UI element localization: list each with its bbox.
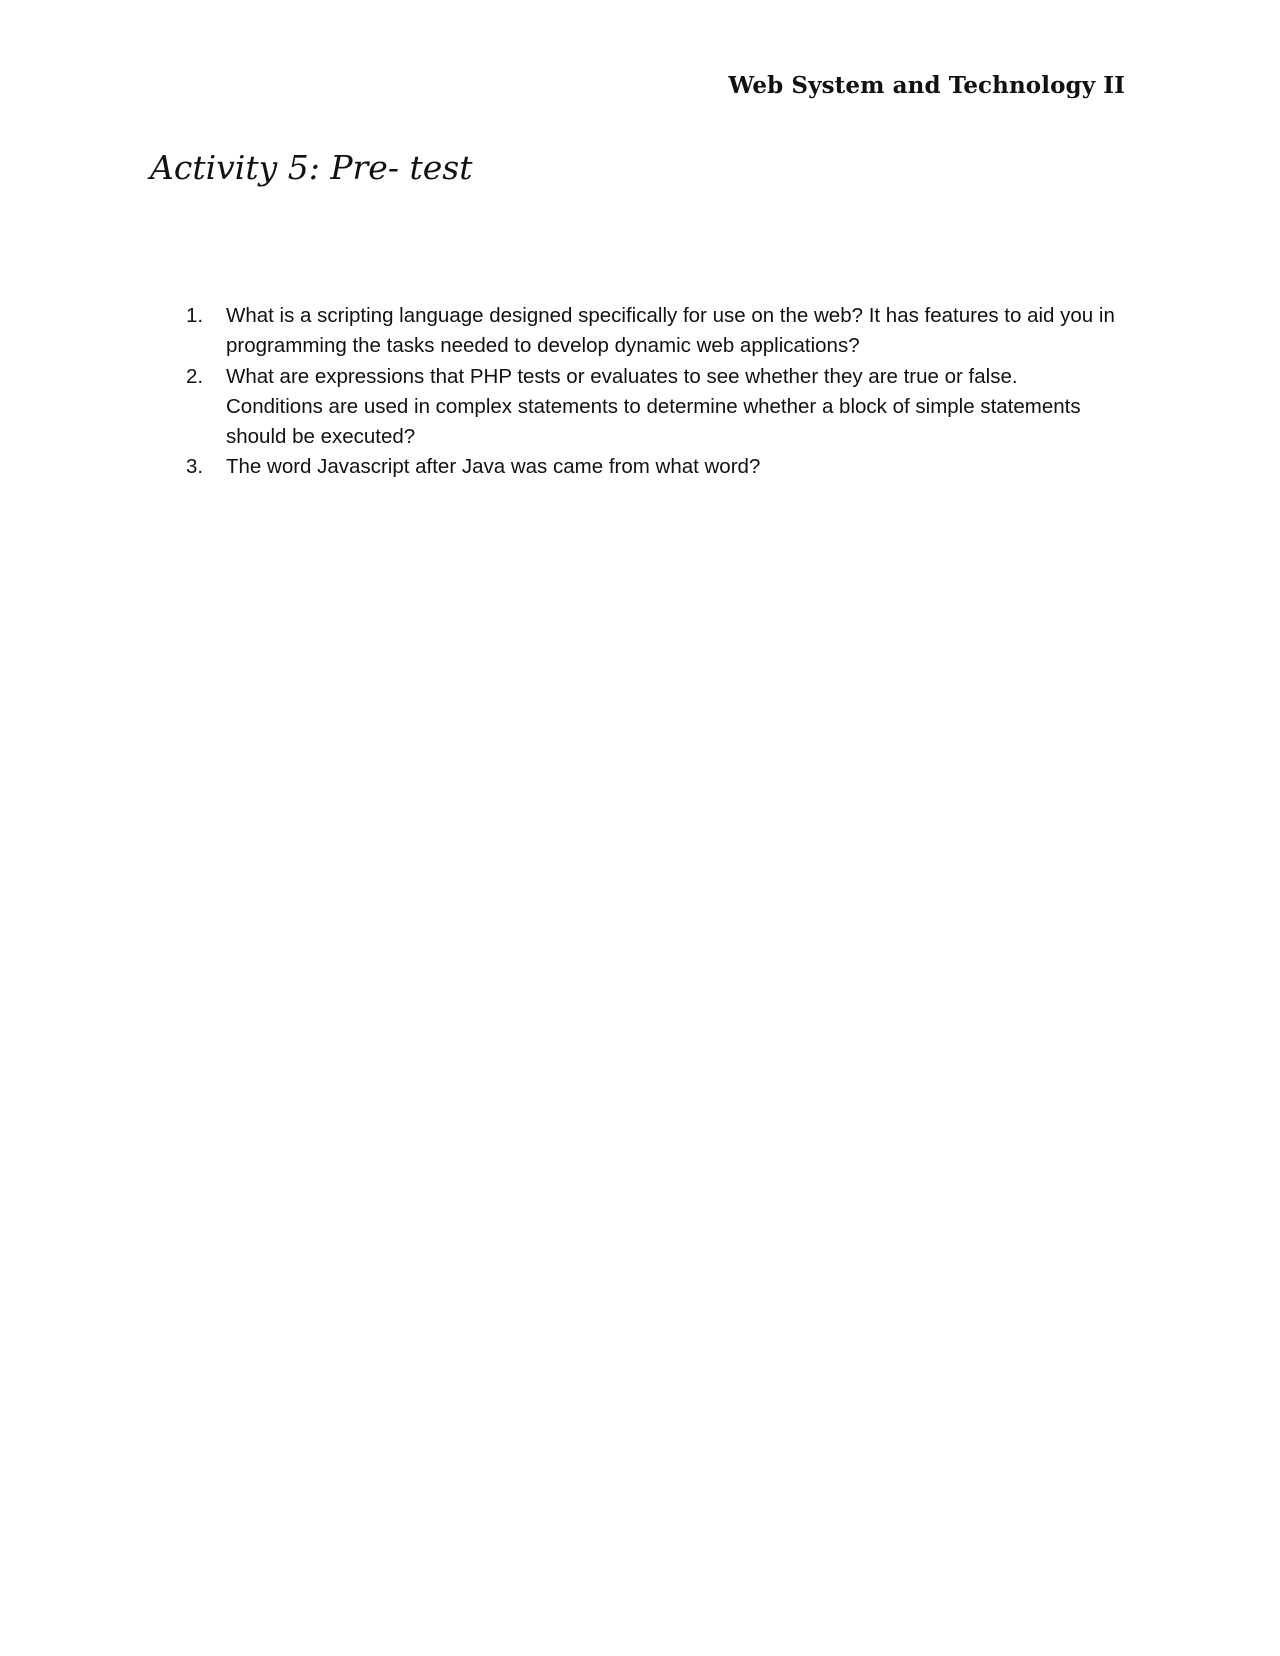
question-number: 3. xyxy=(186,455,204,479)
question-number: 2. xyxy=(186,364,204,388)
question-item xyxy=(186,452,1116,482)
question-text: The word Javascript after Java was came from what word? xyxy=(226,455,761,479)
question-list xyxy=(186,301,1116,483)
question-item xyxy=(186,301,1116,362)
activity-title: Activity 5: Pre- test xyxy=(150,148,473,187)
question-text: What is a scripting language designed specifically for use on the web? It has features to aid you in programming the tasks needed to develop dynamic web applications? xyxy=(226,304,1115,358)
question-text: What are expressions that PHP tests or evaluates to see whether they are true or false. Conditions are used in complex statements to determine whether a block of simple statements should be executed? xyxy=(226,364,1081,449)
question-item xyxy=(186,362,1116,453)
running-header: Web System and Technology II xyxy=(728,72,1125,99)
question-number: 1. xyxy=(186,304,204,327)
